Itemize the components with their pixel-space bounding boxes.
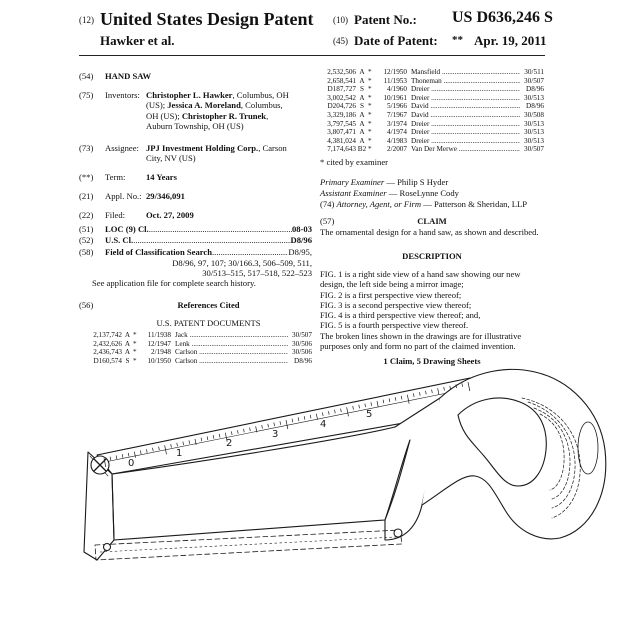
ref-kind: S: [360, 102, 364, 111]
ref-kind: A: [359, 136, 365, 145]
kind-code-12: (12): [79, 15, 94, 25]
ref-name: David .....: [407, 111, 520, 120]
ref-number: 3,329,186: [327, 110, 356, 119]
ref-star: *: [368, 145, 372, 154]
title-code: (54): [79, 71, 94, 81]
ref-name: Mansfield .....: [407, 68, 520, 77]
ref-star: *: [368, 110, 372, 119]
ref-date: 4/1974: [387, 128, 407, 137]
assignee-place: , Carson: [258, 143, 287, 153]
assistant-examiner-label: Assistant Examiner: [320, 188, 387, 198]
ref-kind: A: [359, 119, 365, 128]
claim-text: The ornamental design for a hand saw, as shown and described.: [320, 227, 539, 237]
ref-number: 2,137,742: [93, 331, 122, 339]
appl-code: (21): [79, 191, 94, 201]
inventor-2-country: OH (US);: [146, 110, 182, 121]
loc-value: 08-03: [291, 224, 312, 234]
ruler-mark: 3: [272, 429, 279, 440]
ref-date: 11/1953: [383, 76, 407, 85]
field-code: (58): [79, 247, 94, 257]
ref-date: 3/1974: [387, 119, 407, 128]
appl-value: 29/346,091: [146, 191, 185, 201]
primary-examiner-name: — Philip S Hyder: [386, 177, 449, 187]
description-line: FIG. 4 is a third perspective view thereof; and,: [320, 310, 481, 321]
ref-name: Dreier .....: [407, 85, 520, 94]
field-line-2: D8/96, 97, 107; 30/166.3, 506–509, 511,: [172, 258, 312, 268]
ref-class: 30/513: [524, 128, 544, 137]
ref-date: 2/1948: [151, 348, 171, 357]
ref-date: 10/1961: [383, 93, 407, 102]
inventors-code: (75): [79, 90, 94, 100]
field-label: Field of Classification Search: [105, 247, 213, 257]
ref-kind: A: [359, 110, 365, 119]
ruler-mark: 2: [226, 438, 233, 449]
ref-name: Dreier .....: [407, 94, 520, 103]
ref-number: 2,532,506: [327, 68, 356, 76]
assistant-examiner-name: — RoseLynne Cody: [388, 188, 459, 198]
ref-class: 30/507: [292, 331, 312, 339]
ruler-mark: 0: [128, 458, 135, 469]
field-line-3: 30/513–515, 517–518, 522–523: [202, 268, 312, 278]
inventor-3-comma: ,: [266, 110, 269, 121]
filed-value: Oct. 27, 2009: [146, 210, 194, 220]
ref-kind: A: [124, 331, 131, 339]
ref-name-text: Lenk: [175, 339, 190, 348]
ruler-mark: 5: [366, 409, 373, 420]
ref-name: Van Der Merwe .....: [407, 145, 520, 154]
inventor-1-place: , Columbus, OH: [232, 90, 289, 100]
date-of-patent-label: Date of Patent:: [354, 33, 438, 48]
assignee-name: JPJ Investment Holding Corp.: [146, 143, 259, 153]
field-value: D8/95,: [288, 247, 312, 257]
ref-kind: B2: [357, 145, 367, 154]
ref-star: *: [368, 136, 372, 145]
ref-date: 5/1966: [387, 102, 407, 111]
field-note: See application file for complete search history.: [92, 278, 256, 288]
ref-class: D8/96: [294, 356, 312, 365]
ref-star: *: [368, 102, 372, 111]
appl-label: Appl. No.:: [105, 191, 142, 201]
ref-class: D8/96: [526, 85, 544, 94]
references-heading: References Cited: [177, 300, 240, 310]
ref-date: 7/1967: [387, 110, 407, 119]
assignee-code: (73): [79, 143, 94, 153]
ref-date: 12/1947: [147, 339, 171, 348]
ref-star: *: [368, 68, 372, 76]
uscl-value: D8/96: [290, 235, 312, 245]
ref-class: D8/96: [526, 102, 544, 111]
description-line: FIG. 5 is a fourth perspective view thereof.: [320, 320, 469, 331]
ref-class: 30/513: [524, 136, 544, 145]
assignee-place-line2: City, NV (US): [146, 153, 196, 164]
term-code: (**): [79, 172, 94, 182]
ref-number: 2,658,541: [327, 76, 356, 85]
term-value: 14 Years: [146, 172, 177, 182]
ref-name: Dreier .....: [407, 137, 520, 146]
ref-date: 12/1950: [383, 68, 407, 76]
claim-heading: CLAIM: [417, 216, 447, 226]
ref-name-text: Carlson: [175, 356, 198, 365]
ref-star: *: [133, 331, 137, 339]
inventor-2-name: Jessica A. Moreland: [167, 100, 241, 111]
filed-label: Filed:: [105, 210, 126, 220]
ref-number: D204,726: [327, 102, 356, 111]
ref-name: Dreier .....: [407, 128, 520, 137]
ref-number: D160,574: [93, 356, 122, 365]
ref-kind: S: [360, 85, 364, 94]
blade: [95, 530, 402, 560]
description-line: FIG. 3 is a second perspective view thereof;: [320, 299, 472, 310]
inventor-3-name: Christopher R. Trunek: [181, 110, 267, 121]
ref-date: 11/1938: [147, 331, 171, 339]
ref-number: 3,807,471: [327, 128, 356, 137]
us-patent-documents-heading: U.S. PATENT DOCUMENTS: [156, 318, 261, 328]
inventor-2-place: , Columbus,: [240, 100, 283, 111]
refs-code: (56): [79, 300, 94, 310]
inventors-short: Hawker et al.: [100, 33, 175, 48]
ref-date: 10/1950: [147, 356, 171, 365]
ref-date: 4/1960: [387, 85, 407, 94]
attorney-label: Attorney, Agent, or Firm: [336, 199, 422, 209]
description-heading: DESCRIPTION: [402, 251, 462, 261]
ref-name-text: Jack: [175, 331, 188, 339]
ref-class: 30/507: [524, 76, 544, 85]
ref-number: 3,002,542: [327, 93, 356, 102]
loc-label: LOC (9) Cl.: [105, 224, 149, 234]
inventor-1-name: Christopher L. Hawker: [146, 90, 233, 100]
ref-kind: A: [359, 76, 365, 85]
filed-code: (22): [79, 210, 94, 220]
ref-name: David .....: [407, 102, 520, 111]
claims-summary: 1 Claim, 5 Drawing Sheets: [383, 356, 481, 366]
date-mark: **: [452, 34, 463, 46]
ref-star: *: [368, 85, 372, 94]
ref-class: 30/513: [524, 93, 544, 102]
ref-kind: S: [125, 356, 130, 365]
term-label: Term:: [105, 172, 126, 182]
date-of-patent: Apr. 19, 2011: [474, 33, 547, 48]
ref-number: 2,436,743: [93, 348, 122, 357]
ref-number: 3,797,545: [327, 119, 356, 128]
uscl-code: (52): [79, 235, 94, 245]
ref-star: *: [368, 119, 372, 128]
loc-code: (51): [79, 224, 94, 234]
uscl-label: U.S. Cl.: [105, 235, 134, 245]
ref-class: 30/513: [524, 119, 544, 128]
inventors-label: Inventors:: [105, 90, 140, 100]
ref-kind: A: [359, 93, 365, 102]
kind-code-10: (10): [333, 15, 348, 25]
design-title: HAND SAW: [105, 71, 152, 81]
ref-star: *: [368, 128, 372, 137]
ref-kind: A: [359, 128, 365, 137]
ref-star: *: [368, 76, 372, 85]
patent-number: US D636,246 S: [452, 9, 553, 26]
ref-class: 30/506: [292, 339, 312, 348]
inventor-3-place: Auburn Township, OH (US): [146, 120, 244, 131]
ref-star: *: [133, 339, 137, 348]
attorney-name: — Patterson & Sheridan, LLP: [423, 199, 528, 209]
ref-name: Thoneman .....: [407, 77, 520, 86]
assignee-label: Assignee:: [105, 143, 139, 153]
claim-code: (57): [320, 216, 335, 226]
ref-star: *: [133, 356, 137, 365]
ref-date: 2/2007: [387, 145, 407, 154]
ref-date: 4/1983: [387, 136, 407, 145]
ref-name: Dreier .....: [407, 120, 520, 129]
ref-number: D187,727: [327, 85, 356, 94]
ref-kind: A: [124, 348, 131, 357]
document-type-title: United States Design Patent: [100, 9, 314, 29]
ref-class: 30/507: [524, 145, 544, 154]
description-line: FIG. 2 is a first perspective view thereof;: [320, 289, 462, 300]
description-line: The broken lines shown in the drawings are for illustrative: [320, 330, 522, 341]
description-line: design, the left side being a mirror image;: [320, 279, 464, 290]
description-line: FIG. 1 is a right side view of a hand saw showing our new: [320, 269, 521, 279]
kind-code-45: (45): [333, 36, 348, 46]
ref-name-text: Carlson: [175, 348, 198, 357]
ref-number: 4,381,024: [327, 136, 356, 145]
ref-kind: A: [359, 68, 365, 76]
primary-examiner-label: Primary Examiner: [320, 177, 385, 187]
ref-star: *: [368, 93, 372, 102]
ref-class: 30/508: [524, 110, 544, 119]
description-line: purposes only and form no part of the claimed invention.: [320, 341, 516, 352]
ref-class: 30/511: [524, 68, 544, 76]
patent-number-label: Patent No.:: [354, 12, 417, 27]
ref-kind: A: [124, 339, 131, 348]
inventor-1-country: (US);: [146, 100, 168, 111]
attorney-code: (74): [320, 199, 335, 209]
ruler-mark: 4: [320, 419, 327, 430]
ref-number: 7,174,643: [327, 145, 356, 154]
ref-number: 2,432,626: [93, 339, 122, 348]
ruler-mark: 1: [176, 448, 183, 459]
cited-by-examiner: * cited by examiner: [320, 157, 389, 167]
ref-class: 30/506: [292, 348, 312, 357]
ref-star: *: [133, 348, 137, 357]
